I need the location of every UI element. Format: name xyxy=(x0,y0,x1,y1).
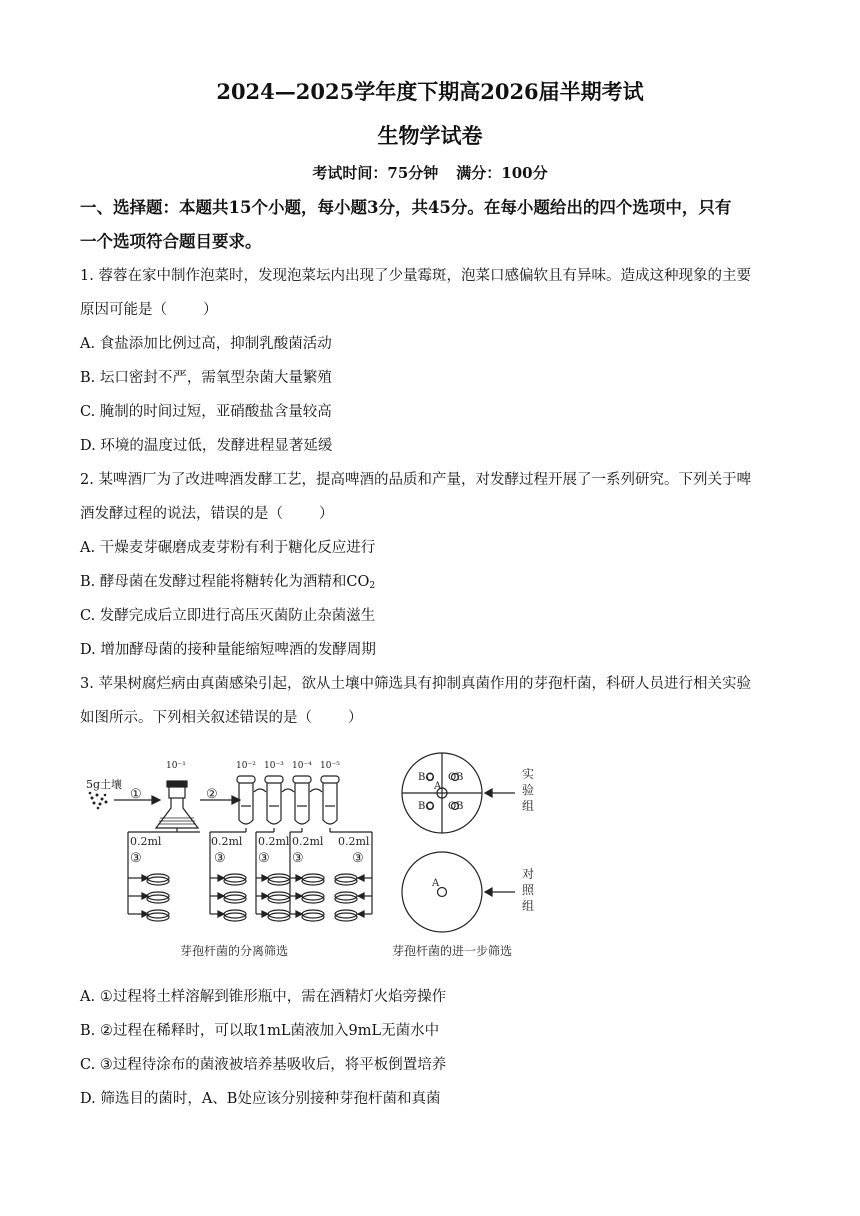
q3-option-b: B. ②过程在稀释时，可以取1mL菌液加入9mL无菌水中 xyxy=(80,1023,440,1039)
left-caption: 芽孢杆菌的分离筛选 xyxy=(180,944,289,958)
petri-dishes xyxy=(147,874,357,921)
dilution-label-1: 10⁻¹ xyxy=(166,761,186,771)
step3-label-2: ③ xyxy=(214,851,226,866)
experiment-label-c2: 验 xyxy=(522,783,535,797)
q2-stem-close: ） xyxy=(319,506,334,522)
q2-option-d: D. 增加酵母菌的接种量能缩短啤酒的发酵周期 xyxy=(80,642,376,658)
volume-label-3: 0.2ml xyxy=(258,835,290,848)
q3-stem-line2 xyxy=(80,706,785,727)
plate-a-label-ctrl: A xyxy=(432,878,440,889)
dilution-label-3: 10⁻³ xyxy=(264,761,284,771)
q2-option-c: C. 发酵完成后立即进行高压灭菌防止杂菌滋生 xyxy=(80,608,376,624)
test-tubes xyxy=(237,776,339,824)
dilution-label-2: 10⁻² xyxy=(236,761,256,771)
step3-label-1: ③ xyxy=(130,851,142,866)
plate-b-label-1: B xyxy=(418,772,426,783)
q1-option-c: C. 腌制的时间过短，亚硝酸盐含量较高 xyxy=(80,404,332,420)
q2-option-b xyxy=(80,570,785,591)
q1-stem-text: 原因可能是（ xyxy=(80,302,167,318)
q1-stem-line1: 1. 蓉蓉在家中制作泡菜时，发现泡菜坛内出现了少量霉斑，泡菜口感偏软且有异味。造成这种现象的主要 xyxy=(80,268,751,284)
exam-title: 2024—2025学年度下期高2026届半期考试 xyxy=(216,79,644,104)
section-heading xyxy=(80,191,780,259)
plate-b-label-2: B xyxy=(456,772,464,783)
q3-stem-text: 如图所示。下列相关叙述错误的是（ xyxy=(80,710,312,726)
step3-label-5: ③ xyxy=(352,851,364,866)
q2-option-b-text: B. 酵母菌在发酵过程能将糖转化为酒精和CO xyxy=(80,574,370,590)
q2-stem-line1: 2. 某啤酒厂为了改进啤酒发酵工艺，提高啤酒的品质和产量，对发酵过程开展了一系列研究。下列关于啤 xyxy=(80,472,751,488)
dilution-label-5: 10⁻⁵ xyxy=(320,761,340,771)
soil-sample-dots xyxy=(89,792,108,810)
q1-stem-line2 xyxy=(80,298,785,319)
step3-label-3: ③ xyxy=(258,851,270,866)
volume-label-1: 0.2ml xyxy=(130,835,162,848)
q3-option-a: A. ①过程将土样溶解到锥形瓶中，需在酒精灯火焰旁操作 xyxy=(80,989,447,1005)
experiment-label-c1: 实 xyxy=(522,767,535,781)
plate-o-label-2: O xyxy=(448,772,457,783)
volume-label-4: 0.2ml xyxy=(292,835,324,848)
q3-option-c: C. ③过程待涂布的菌液被培养基吸收后，将平板倒置培养 xyxy=(80,1057,447,1073)
step2-label: ② xyxy=(206,787,218,802)
plate-b-label-4: B xyxy=(456,801,464,812)
control-plate xyxy=(402,852,515,932)
q1-option-d: D. 环境的温度过低，发酵进程显著延缓 xyxy=(80,438,333,454)
exam-full-score: 满分：100分 xyxy=(456,164,548,182)
step1-label: ① xyxy=(130,787,142,802)
experiment-plate xyxy=(402,753,515,833)
conical-flask xyxy=(156,781,198,828)
q1-option-b: B. 坛口密封不严，需氧型杂菌大量繁殖 xyxy=(80,370,332,386)
control-label-c2: 照 xyxy=(522,883,535,897)
plate-o-label-1: O xyxy=(426,772,435,783)
step3-label-4: ③ xyxy=(292,851,304,866)
volume-label-5: 0.2ml xyxy=(338,835,370,848)
bacillus-screening-figure xyxy=(80,748,550,964)
q3-stem-close: ） xyxy=(348,710,363,726)
q2-stem-line2 xyxy=(80,502,785,523)
co2-subscript: 2 xyxy=(369,581,376,591)
q1-stem-close: ） xyxy=(203,302,218,318)
section-heading-line2: 一个选项符合题目要求。 xyxy=(80,232,262,251)
control-label-c3: 组 xyxy=(522,899,535,913)
dilution-label-4: 10⁻⁴ xyxy=(292,761,312,771)
soil-label: 5g土壤 xyxy=(86,778,123,791)
exam-meta xyxy=(0,162,860,183)
experiment-label-c3: 组 xyxy=(522,799,535,813)
q1-option-a: A. 食盐添加比例过高，抑制乳酸菌活动 xyxy=(80,336,332,352)
plating-lines xyxy=(128,828,372,917)
q3-stem-line1: 3. 苹果树腐烂病由真菌感染引起，欲从土壤中筛选具有抑制真菌作用的芽孢杆菌，科研人员进行相关实验 xyxy=(80,676,751,692)
q3-option-d: D. 筛选目的菌时，A、B处应该分别接种芽孢杆菌和真菌 xyxy=(80,1091,441,1107)
exam-subject: 生物学试卷 xyxy=(377,123,483,148)
section-heading-line1: 一、选择题：本题共15个小题，每小题3分，共45分。在每小题给出的四个选项中，只有 xyxy=(80,198,732,217)
q2-option-a: A. 干燥麦芽碾磨成麦芽粉有利于糖化反应进行 xyxy=(80,540,376,556)
right-caption: 芽孢杆菌的进一步筛选 xyxy=(392,944,513,958)
plate-b-label-3: B xyxy=(418,801,426,812)
plate-o-label-4: O xyxy=(448,801,457,812)
control-label-c1: 对 xyxy=(522,867,535,881)
plate-a-label-exp: A xyxy=(434,781,442,792)
exam-time: 考试时间：75分钟 xyxy=(312,164,439,182)
plate-o-label-3: O xyxy=(426,801,435,812)
volume-label-2: 0.2ml xyxy=(211,835,243,848)
q2-stem-text: 酒发酵过程的说法，错误的是（ xyxy=(80,506,283,522)
